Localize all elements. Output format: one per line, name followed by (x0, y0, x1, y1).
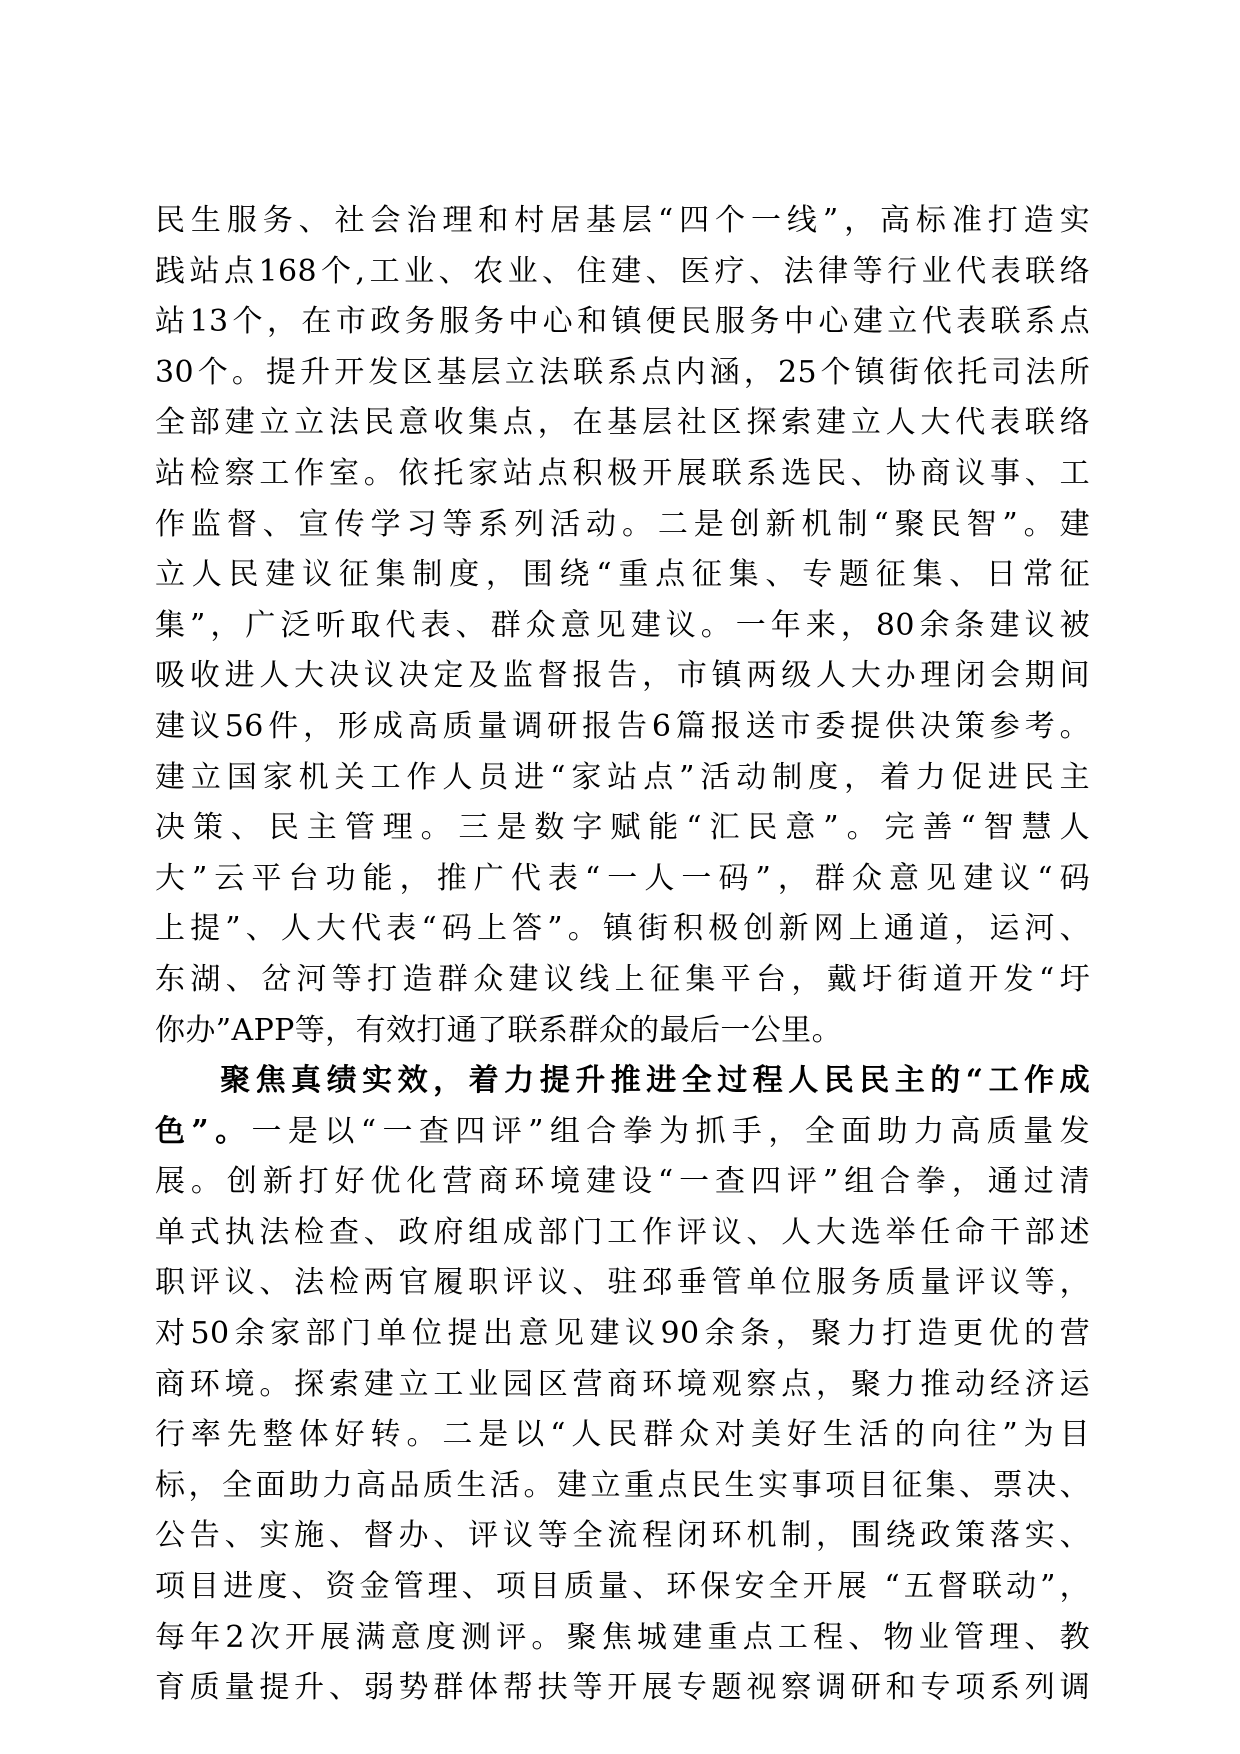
text-line: 你办”APP等，有效打通了联系群众的最后一公里。 (155, 1012, 842, 1048)
text-line: 作监督、宣传学习等系列活动。二是创新机制“聚民智”。建 (155, 506, 1090, 542)
text-line (155, 1107, 1090, 1158)
text-line: 站13个，在市政务服务中心和镇便民服务中心建立代表联系点 (155, 304, 1090, 340)
text-line: 30个。提升开发区基层立法联系点内涵，25个镇街依托司法所 (155, 354, 1090, 390)
text-line: 立人民建议征集制度，围绕“重点征集、专题征集、日常征 (155, 557, 1090, 593)
text-line: 标，全面助力高品质生活。建立重点民生实事项目征集、票决、 (155, 1467, 1090, 1503)
text-line: 建议56件，形成高质量调研报告6篇报送市委提供决策参考。 (155, 708, 1090, 744)
text-line: 站检察工作室。依托家站点积极开展联系选民、协商议事、工 (155, 455, 1090, 491)
text-line: 育质量提升、弱势群体帮扶等开展专题视察调研和专项系列调 (155, 1670, 1090, 1706)
text-line: 践站点168个,工业、农业、住建、医疗、法律等行业代表联络 (155, 253, 1090, 289)
text-line: 民生服务、社会治理和村居基层“四个一线”，高标准打造实 (155, 203, 1090, 238)
text-line: 行率先整体好转。二是以“人民群众对美好生活的向往”为目 (155, 1417, 1090, 1453)
paragraph-lead-heading-end: 色”。 (155, 1113, 252, 1149)
text-line: 单式执法检查、政府组成部门工作评议、人大选举任命干部述 (155, 1214, 1090, 1250)
paragraph-1 (155, 196, 1090, 1056)
text-line: 展。创新打好优化营商环境建设“一查四评”组合拳，通过清 (155, 1164, 1090, 1200)
text-line: 建立国家机关工作人员进“家站点”活动制度，着力促进民主 (155, 759, 1090, 795)
text-line: 每年2次开展满意度测评。聚焦城建重点工程、物业管理、教 (155, 1619, 1090, 1655)
body-text (155, 196, 1090, 1714)
paragraph-lead-heading: 聚焦真绩实效，着力提升推进全过程人民民主的“工作成 (215, 1063, 1090, 1099)
text-line: 全部建立立法民意收集点，在基层社区探索建立人大代表联络 (155, 405, 1090, 441)
text-line: 项目进度、资金管理、项目质量、环保安全开展 “五督联动”， (155, 1569, 1090, 1605)
text-line: 职评议、法检两官履职评议、驻邳垂管单位服务质量评议等， (155, 1265, 1090, 1301)
paragraph-2 (155, 1056, 1090, 1714)
text-line: 公告、实施、督办、评议等全流程闭环机制，围绕政策落实、 (155, 1518, 1090, 1554)
paragraph-heading-line (155, 1056, 1090, 1107)
text-span: 一是以“一查四评”组合拳为抓手，全面助力高质量发 (251, 1113, 1090, 1149)
text-line: 决策、民主管理。三是数字赋能“汇民意”。完善“智慧人 (155, 810, 1090, 846)
text-line: 吸收进人大决议决定及监督报告，市镇两级人大办理闭会期间 (155, 658, 1090, 694)
text-line: 东湖、岔河等打造群众建议线上征集平台，戴圩街道开发“圩 (155, 961, 1090, 997)
text-line: 对50余家部门单位提出意见建议90余条，聚力打造更优的营 (155, 1316, 1090, 1352)
text-line: 商环境。探索建立工业园区营商环境观察点，聚力推动经济运 (155, 1366, 1090, 1402)
text-line: 大”云平台功能，推广代表“一人一码”，群众意见建议“码 (155, 860, 1090, 896)
text-line: 上提”、人大代表“码上答”。镇街积极创新网上通道，运河、 (155, 911, 1090, 947)
text-line: 集”，广泛听取代表、群众意见建议。一年来，80余条建议被 (155, 607, 1090, 643)
